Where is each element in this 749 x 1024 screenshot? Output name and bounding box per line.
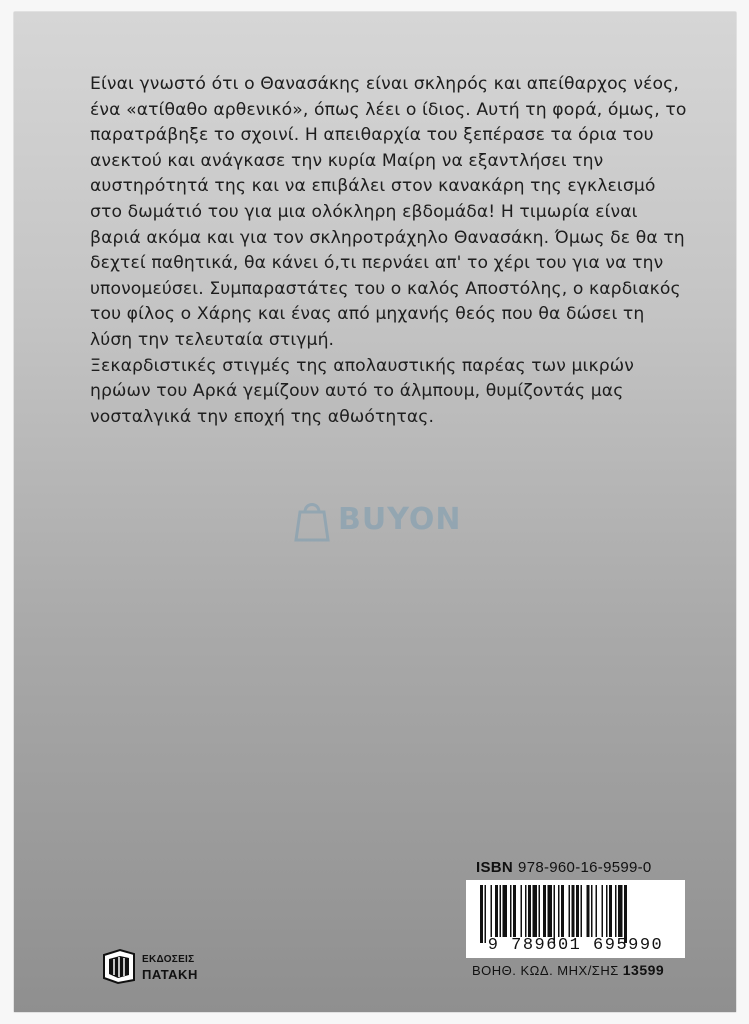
blurb-paragraph-1: Είναι γνωστό ότι ο Θανασάκης είναι σκληρός και απείθαρχος νέος, ένα «ατίθαθο αρθενικό», όπως λέει ο ίδιος. Αυτή τη φορά, όμως, το παρατράβηξε το σχοινί. Η απειθαρχία του ξεπέρασε τα όρια του ανεκτού και ανάγκασε την κυρία Μαίρη να εξαντλήσει την αυστηρότητά της και να επιβάλει στον κανακάρη της εγκλεισμό στο δωμάτιό του για μια ολόκληρη εβδομάδα! Η τιμωρία είναι βαριά ακόμα και για τον σκληροτράχηλο Θανασάκη. Όμως δε θα τη δεχτεί παθητικά, θα κάνει ό,τι περνάει απ' το χέρι του για να την υπονομεύσει. Συμπαραστάτες του ο καλός Αποστόλης, ο καρδιακός του φίλος ο Χάρης και ένας από μηχανής θεός που θα δώσει τη λύση την τελευταία στιγμή. [90, 74, 687, 350]
watermark-text: BUYON [338, 502, 462, 537]
blurb-paragraph-2: Ξεκαρδιστικές στιγμές της απολαυστικής παρέας των μικρών ηρώων του Αρκά γεμίζουν αυτό το άλμπουμ, θυμίζοντάς μας νοσταλγικά την εποχή της αθωότητας. [90, 355, 634, 427]
shopping-bag-icon [292, 496, 332, 542]
publisher-logo-icon [100, 947, 138, 985]
isbn-line [476, 859, 652, 876]
catalog-code [472, 962, 664, 978]
publisher-logo [100, 947, 220, 987]
publisher-name-line2: ΠΑΤΑΚΗ [142, 967, 198, 982]
publisher-name-line1: ΕΚΔΟΣΕΙΣ [142, 954, 195, 965]
book-back-cover [14, 12, 736, 1012]
barcode [466, 880, 685, 958]
catalog-code-label: ΒΟΗΘ. ΚΩΔ. ΜΗΧ/ΣΗΣ [472, 963, 619, 978]
isbn-label: ISBN [476, 859, 514, 876]
blurb-text [90, 72, 690, 430]
isbn-number: 978-960-16-9599-0 [518, 859, 652, 876]
catalog-code-number: 13599 [622, 962, 665, 978]
watermark [292, 496, 472, 546]
barcode-digits: 9 789601 695990 [487, 936, 664, 955]
